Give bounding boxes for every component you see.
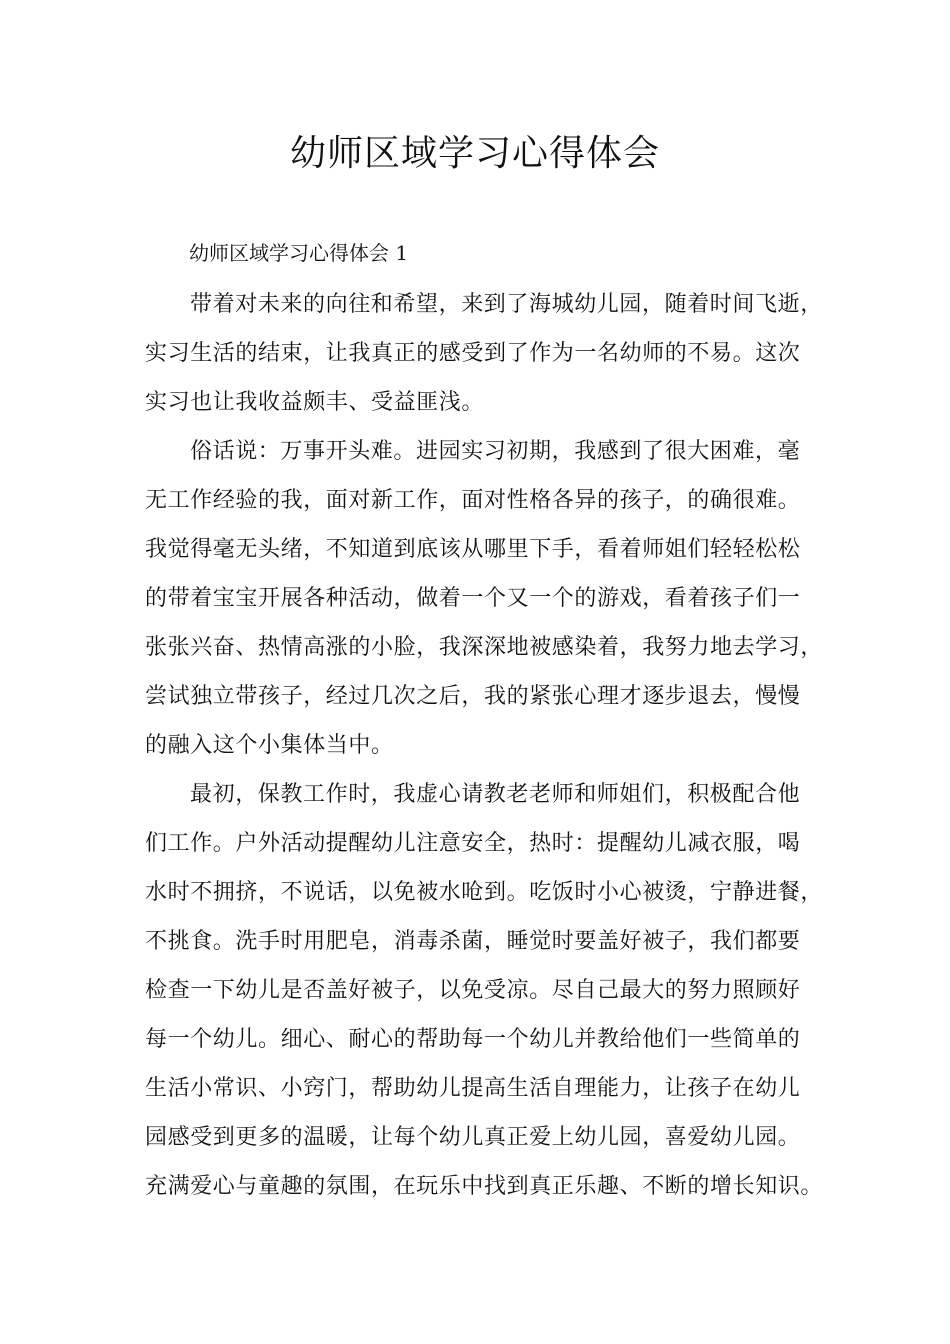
text-line: 带着对未来的向往和希望，来到了海城幼儿园，随着时间飞逝， bbox=[190, 292, 823, 317]
text-line: 生活小常识、小窍门，帮助幼儿提高生活自理能力，让孩子在幼儿 bbox=[145, 1076, 801, 1101]
paragraph-2 bbox=[145, 427, 825, 770]
document-body bbox=[145, 226, 825, 1211]
text-line: 俗话说：万事开头难。进园实习初期，我感到了很大困难，毫 bbox=[190, 439, 801, 464]
text-line: 们工作。户外活动提醒幼儿注意安全，热时：提醒幼儿减衣服，喝 bbox=[145, 831, 801, 856]
text-line: 实习生活的结束，让我真正的感受到了作为一名幼师的不易。这次 bbox=[145, 341, 801, 366]
text-line: 水时不拥挤，不说话，以免被水呛到。吃饭时小心被烫，宁静进餐， bbox=[145, 880, 824, 905]
text-line: 检查一下幼儿是否盖好被子，以免受凉。尽自己最大的努力照顾好 bbox=[145, 978, 801, 1003]
paragraph-1 bbox=[145, 280, 825, 427]
text-line: 园感受到更多的温暖，让每个幼儿真正爱上幼儿园，喜爱幼儿园。 bbox=[145, 1125, 801, 1150]
text-line: 张张兴奋、热情高涨的小脸，我深深地被感染着，我努力地去学习， bbox=[145, 635, 824, 660]
text-line: 的带着宝宝开展各种活动，做着一个又一个的游戏，看着孩子们一 bbox=[145, 586, 801, 611]
text-line: 的融入这个小集体当中。 bbox=[145, 733, 394, 758]
text-line: 每一个幼儿。细心、耐心的帮助每一个幼儿并教给他们一些简单的 bbox=[145, 1027, 801, 1052]
document-title: 幼师区域学习心得体会 bbox=[289, 133, 660, 174]
text-line: 尝试独立带孩子，经过几次之后，我的紧张心理才逐步退去，慢慢 bbox=[145, 684, 801, 709]
text-line: 不挑食。洗手时用肥皂，消毒杀菌，睡觉时要盖好被子，我们都要 bbox=[145, 929, 801, 954]
text-line: 实习也让我收益颇丰、受益匪浅。 bbox=[145, 390, 485, 415]
text-line: 充满爱心与童趣的氛围，在玩乐中找到真正乐趣、不断的增长知识。 bbox=[145, 1174, 824, 1199]
text-line: 我觉得毫无头绪，不知道到底该从哪里下手，看着师姐们轻轻松松 bbox=[145, 537, 801, 562]
text-line: 无工作经验的我，面对新工作，面对性格各异的孩子，的确很难。 bbox=[145, 488, 801, 513]
text-line: 最初，保教工作时，我虚心请教老老师和师姐们，积极配合他 bbox=[190, 782, 801, 807]
paragraph-3 bbox=[145, 770, 825, 1211]
section-subheading: 幼师区域学习心得体会 1 bbox=[189, 241, 409, 265]
